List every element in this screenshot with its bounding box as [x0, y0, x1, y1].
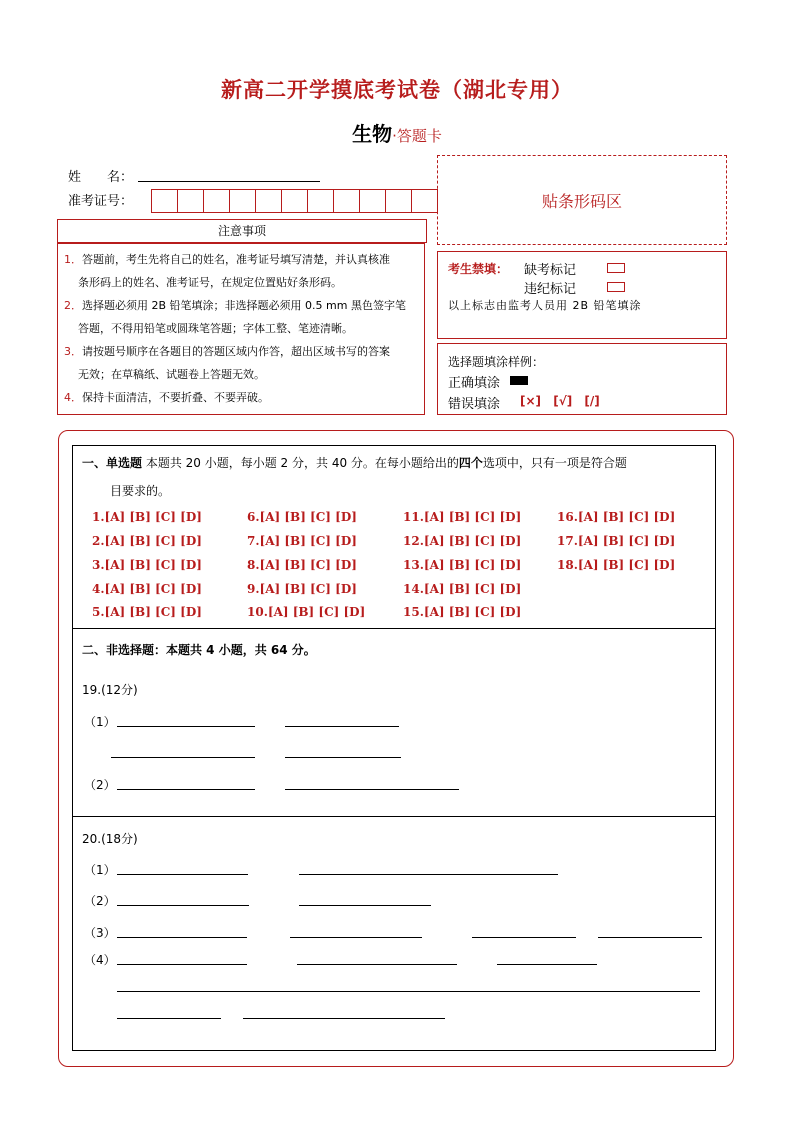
q20-4d-answer-line[interactable]	[117, 991, 700, 992]
absent-label: 缺考标记	[524, 263, 577, 278]
notice-item-text: 选择题必须用 2B 铅笔填涂；非选择题必须用 0.5 mm 黑色签字笔	[82, 299, 406, 312]
id-label: 准考证号：	[68, 194, 134, 209]
id-digit-box[interactable]	[281, 189, 308, 213]
q19-1c-answer-line[interactable]	[111, 757, 255, 758]
id-digit-box[interactable]	[255, 189, 282, 213]
id-digit-box[interactable]	[411, 189, 438, 213]
mcq-options[interactable]: [A] [B] [C] [D]	[259, 534, 357, 548]
mcq-options[interactable]: [A] [B] [C] [D]	[259, 582, 357, 596]
wrong-mark-x: [×]	[520, 394, 542, 408]
q20-part4-label: （4）	[84, 953, 116, 967]
mcq-question-number: 6.	[247, 510, 260, 524]
divider-2	[72, 816, 716, 817]
notice-heading: 注意事项	[57, 219, 427, 243]
q20-label: 20.(18分)	[82, 832, 138, 846]
mcq-question[interactable]	[403, 582, 521, 596]
section1-heading	[82, 451, 712, 475]
notice-item	[64, 294, 418, 317]
mcq-question-number: 14.	[403, 582, 424, 596]
notice-item-text: 保持卡面清洁，不要折叠、不要弄破。	[82, 391, 269, 404]
id-digit-box[interactable]	[359, 189, 386, 213]
mcq-question[interactable]	[557, 510, 675, 524]
examiner-only-box	[437, 251, 727, 339]
notice-item-cont: 答题，不得用铅笔或圆珠笔答题；字体工整、笔迹清晰。	[78, 322, 353, 335]
mcq-question[interactable]	[403, 534, 521, 548]
mcq-question-number: 12.	[403, 534, 424, 548]
correct-fill-sample	[510, 376, 528, 385]
section1-heading-text2: 选项中，只有一项是符合题	[482, 456, 627, 470]
page-title: 新高二开学摸底考试卷（湖北专用）	[221, 78, 573, 102]
mcq-question[interactable]	[92, 558, 202, 572]
violation-mark-box[interactable]	[607, 282, 625, 292]
id-digit-box[interactable]	[307, 189, 334, 213]
mcq-options[interactable]: [A] [B] [C] [D]	[104, 582, 202, 596]
mcq-options[interactable]: [A] [B] [C] [D]	[577, 558, 676, 572]
mcq-options[interactable]: [A] [B] [C] [D]	[259, 558, 357, 572]
q19-1b-answer-line[interactable]	[285, 726, 399, 727]
forbid-note: 以上标志由监考人员用 2B 铅笔填涂	[448, 299, 642, 312]
mcq-question-number: 4.	[92, 582, 105, 596]
notice-item-number: 2．	[64, 299, 82, 312]
q20-1a-answer-line[interactable]	[117, 874, 248, 875]
mcq-options[interactable]: [A] [B] [C] [D]	[423, 582, 522, 596]
q20-part3-label: （3）	[84, 926, 116, 940]
id-number-boxes[interactable]	[151, 189, 437, 213]
q19-part2-label: （2）	[84, 778, 116, 792]
q20-part2-label: （2）	[84, 894, 116, 908]
mcq-options[interactable]: [A] [B] [C] [D]	[104, 558, 202, 572]
notice-item-number: 3．	[64, 345, 82, 358]
mcq-question[interactable]	[403, 605, 521, 619]
q19-label: 19.(12分)	[82, 683, 138, 697]
notice-item-number: 4．	[64, 391, 82, 404]
absent-mark-box[interactable]	[607, 263, 625, 273]
notice-item-text: 答题前，考生先将自己的姓名，准考证号填写清楚，并认真核准	[82, 253, 390, 266]
q19-2b-answer-line[interactable]	[285, 789, 459, 790]
mcq-question[interactable]	[247, 605, 365, 619]
q20-part1-label: （1）	[84, 863, 116, 877]
mcq-question[interactable]	[247, 558, 357, 572]
fill-sample-box	[437, 343, 727, 415]
mcq-question-number: 11.	[403, 510, 424, 524]
mcq-options[interactable]: [A] [B] [C] [D]	[423, 558, 522, 572]
divider-1	[72, 628, 716, 629]
sample-title: 选择题填涂样例：	[448, 355, 545, 369]
q19-2a-answer-line[interactable]	[117, 789, 255, 790]
wrong-label: 错误填涂	[448, 397, 501, 412]
subject-subtitle: ·答题卡	[392, 127, 442, 145]
mcq-options[interactable]: [A] [B] [C] [D]	[423, 605, 522, 619]
section2-heading: 二、非选择题：本题共 4 小题，共 64 分。	[82, 643, 316, 657]
wrong-mark-check: [√]	[553, 394, 573, 408]
id-digit-box[interactable]	[203, 189, 230, 213]
notice-item	[64, 248, 418, 271]
q20-4b-answer-line[interactable]	[297, 964, 457, 965]
mcq-question-number: 1.	[92, 510, 105, 524]
mcq-question-number: 13.	[403, 558, 424, 572]
name-field[interactable]	[138, 180, 320, 182]
mcq-question[interactable]	[403, 510, 521, 524]
mcq-options[interactable]: [A] [B] [C] [D]	[577, 534, 676, 548]
mcq-question-number: 7.	[247, 534, 260, 548]
mcq-question-number: 2.	[92, 534, 105, 548]
mcq-question[interactable]	[92, 510, 202, 524]
violation-label: 违纪标记	[524, 282, 577, 297]
q19-part1-label: （1）	[84, 715, 116, 729]
notice-item-cont: 无效；在草稿纸、试题卷上答题无效。	[78, 368, 265, 381]
forbid-label: 考生禁填：	[448, 262, 509, 276]
notice-item-text: 请按题号顺序在各题目的答题区域内作答，超出区域书写的答案	[82, 345, 390, 358]
mcq-question-number: 17.	[557, 534, 578, 548]
mcq-question[interactable]	[92, 605, 202, 619]
barcode-area: 贴条形码区	[437, 155, 727, 245]
wrong-marks	[520, 394, 600, 408]
subject-name: 生物	[352, 122, 393, 146]
q20-3c-answer-line[interactable]	[472, 937, 576, 938]
notice-item	[64, 340, 418, 363]
name-label: 姓 名：	[68, 170, 134, 185]
mcq-question[interactable]	[247, 534, 357, 548]
section1-heading-cont: 目要求的。	[110, 484, 171, 498]
q20-4a-answer-line[interactable]	[117, 964, 247, 965]
section1-heading-label: 一、单选题	[82, 456, 143, 470]
id-digit-box[interactable]	[229, 189, 256, 213]
mcq-options[interactable]: [A] [B] [C] [D]	[104, 534, 202, 548]
q20-4c-answer-line[interactable]	[497, 964, 597, 965]
mcq-question-number: 5.	[92, 605, 105, 619]
mcq-options[interactable]: [A] [B] [C] [D]	[423, 510, 522, 524]
mcq-options[interactable]: [A] [B] [C] [D]	[259, 510, 357, 524]
q20-2a-answer-line[interactable]	[117, 905, 249, 906]
correct-label: 正确填涂	[448, 376, 501, 391]
mcq-question-number: 9.	[247, 582, 260, 596]
mcq-question-number: 10.	[247, 605, 268, 619]
mcq-question[interactable]	[92, 534, 202, 548]
mcq-options[interactable]: [A] [B] [C] [D]	[577, 510, 676, 524]
notice-box	[57, 243, 425, 415]
mcq-question[interactable]	[557, 558, 675, 572]
q20-2b-answer-line[interactable]	[299, 905, 431, 906]
q20-3b-answer-line[interactable]	[290, 937, 422, 938]
mcq-question[interactable]	[247, 510, 357, 524]
mcq-options[interactable]: [A] [B] [C] [D]	[267, 605, 366, 619]
mcq-question-number: 18.	[557, 558, 578, 572]
section1-heading-text: 本题共 20 小题，每小题 2 分，共 40 分。在每小题给出的	[145, 456, 459, 470]
q20-4e-answer-line[interactable]	[117, 1018, 221, 1019]
subject-title	[0, 118, 794, 147]
q20-3d-answer-line[interactable]	[598, 937, 702, 938]
mcq-question[interactable]	[92, 582, 202, 596]
id-digit-box[interactable]	[177, 189, 204, 213]
mcq-options[interactable]: [A] [B] [C] [D]	[423, 534, 522, 548]
q20-4f-answer-line[interactable]	[243, 1018, 445, 1019]
id-digit-box[interactable]	[385, 189, 412, 213]
id-digit-box[interactable]	[333, 189, 360, 213]
wrong-mark-slash: [/]	[584, 394, 600, 408]
notice-item-number: 1．	[64, 253, 82, 266]
mcq-question[interactable]	[557, 534, 675, 548]
section1-heading-emph: 四个	[458, 456, 483, 470]
mcq-question-number: 8.	[247, 558, 260, 572]
q19-1a-answer-line[interactable]	[117, 726, 255, 727]
mcq-options[interactable]: [A] [B] [C] [D]	[104, 605, 202, 619]
id-digit-box[interactable]	[151, 189, 178, 213]
q20-1b-answer-line[interactable]	[299, 874, 558, 875]
mcq-question[interactable]	[247, 582, 357, 596]
mcq-question[interactable]	[403, 558, 521, 572]
mcq-question-number: 15.	[403, 605, 424, 619]
mcq-question-number: 3.	[92, 558, 105, 572]
mcq-question-number: 16.	[557, 510, 578, 524]
notice-item	[64, 386, 418, 409]
notice-item-cont: 条形码上的姓名、准考证号，在规定位置贴好条形码。	[78, 276, 342, 289]
q19-1d-answer-line[interactable]	[285, 757, 401, 758]
q20-3a-answer-line[interactable]	[117, 937, 247, 938]
mcq-options[interactable]: [A] [B] [C] [D]	[104, 510, 202, 524]
